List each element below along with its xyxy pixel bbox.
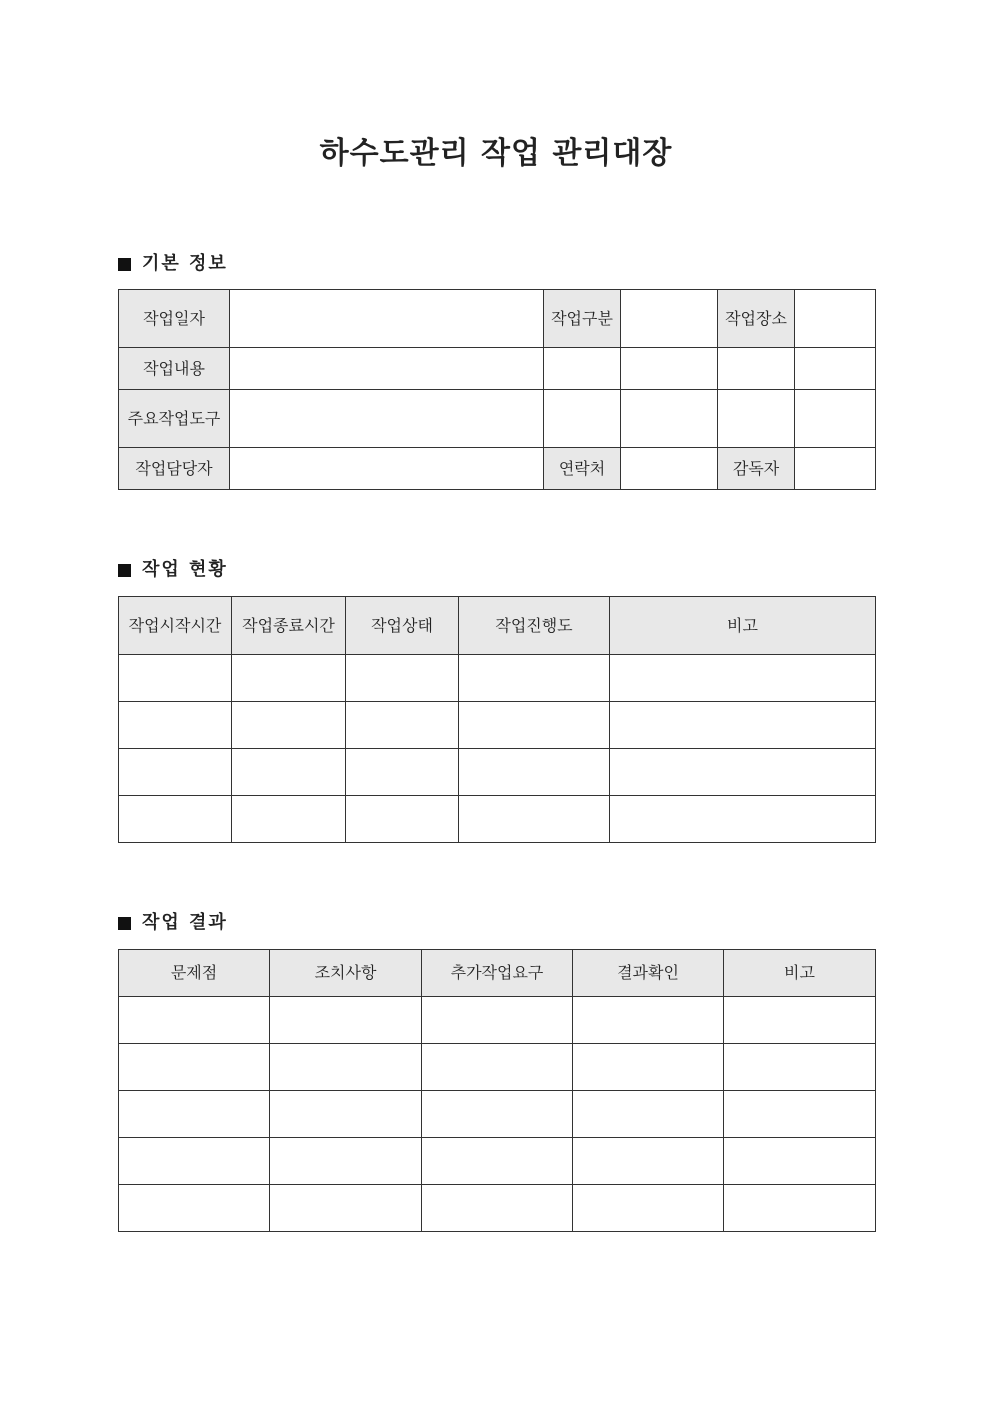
input-cell[interactable] <box>724 1185 876 1232</box>
column-header: 작업시작시간 <box>119 597 232 655</box>
input-cell[interactable] <box>119 1091 270 1138</box>
work-result-table <box>118 949 876 1232</box>
input-cell[interactable] <box>610 702 876 749</box>
input-cell[interactable] <box>346 702 459 749</box>
row-label: 주요작업도구 <box>119 390 230 448</box>
document-title: 하수도관리 작업 관리대장 <box>319 136 673 171</box>
input-cell[interactable] <box>232 655 346 702</box>
table-row <box>119 702 876 749</box>
square-bullet-icon <box>118 917 131 930</box>
input-cell[interactable] <box>621 448 718 490</box>
input-cell[interactable] <box>119 796 232 843</box>
table-header-row <box>119 950 876 997</box>
input-cell[interactable] <box>422 1091 573 1138</box>
column-header: 추가작업요구 <box>422 950 573 997</box>
table-row <box>119 448 876 490</box>
input-cell[interactable] <box>718 390 795 448</box>
row-label: 작업장소 <box>718 290 795 348</box>
input-cell[interactable] <box>270 1138 422 1185</box>
section-heading-label: 작업 현황 <box>142 559 228 580</box>
column-header: 조치사항 <box>270 950 422 997</box>
input-cell[interactable] <box>270 1185 422 1232</box>
row-label: 작업내용 <box>119 348 230 390</box>
input-cell[interactable] <box>621 390 718 448</box>
input-cell[interactable] <box>422 997 573 1044</box>
section-heading-label: 기본 정보 <box>142 253 228 274</box>
input-cell[interactable] <box>573 1044 724 1091</box>
section-heading-label: 작업 결과 <box>142 912 228 933</box>
input-cell[interactable] <box>346 796 459 843</box>
input-cell[interactable] <box>459 749 610 796</box>
input-cell[interactable] <box>232 702 346 749</box>
input-cell[interactable] <box>795 448 876 490</box>
work-status-table <box>118 596 876 843</box>
input-cell[interactable] <box>119 1138 270 1185</box>
row-label: 감독자 <box>718 448 795 490</box>
input-cell[interactable] <box>573 997 724 1044</box>
input-cell[interactable] <box>718 348 795 390</box>
square-bullet-icon <box>118 258 131 271</box>
input-cell[interactable] <box>795 290 876 348</box>
input-cell[interactable] <box>795 390 876 448</box>
column-header: 비고 <box>610 597 876 655</box>
input-cell[interactable] <box>119 749 232 796</box>
square-bullet-icon <box>118 564 131 577</box>
column-header: 작업종료시간 <box>232 597 346 655</box>
table-row <box>119 1044 876 1091</box>
input-cell[interactable] <box>573 1091 724 1138</box>
row-label: 작업일자 <box>119 290 230 348</box>
input-cell[interactable] <box>346 655 459 702</box>
input-cell[interactable] <box>346 749 459 796</box>
table-row <box>119 348 876 390</box>
input-cell[interactable] <box>230 290 544 348</box>
column-header: 작업진행도 <box>459 597 610 655</box>
table-row <box>119 655 876 702</box>
column-header: 결과확인 <box>573 950 724 997</box>
input-cell[interactable] <box>459 702 610 749</box>
input-cell[interactable] <box>270 997 422 1044</box>
input-cell[interactable] <box>621 290 718 348</box>
input-cell[interactable] <box>422 1044 573 1091</box>
column-header: 문제점 <box>119 950 270 997</box>
input-cell[interactable] <box>230 390 544 448</box>
input-cell[interactable] <box>724 1138 876 1185</box>
table-row <box>119 390 876 448</box>
column-header: 작업상태 <box>346 597 459 655</box>
input-cell[interactable] <box>544 348 621 390</box>
table-row <box>119 1138 876 1185</box>
input-cell[interactable] <box>610 796 876 843</box>
input-cell[interactable] <box>230 348 544 390</box>
input-cell[interactable] <box>422 1185 573 1232</box>
input-cell[interactable] <box>119 1185 270 1232</box>
input-cell[interactable] <box>119 702 232 749</box>
table-row <box>119 796 876 843</box>
table-header-row <box>119 597 876 655</box>
table-row <box>119 997 876 1044</box>
input-cell[interactable] <box>724 1044 876 1091</box>
input-cell[interactable] <box>232 749 346 796</box>
input-cell[interactable] <box>119 997 270 1044</box>
input-cell[interactable] <box>795 348 876 390</box>
input-cell[interactable] <box>230 448 544 490</box>
input-cell[interactable] <box>459 796 610 843</box>
section-heading-basic-info <box>118 252 228 276</box>
input-cell[interactable] <box>422 1138 573 1185</box>
row-label: 작업담당자 <box>119 448 230 490</box>
row-label: 연락처 <box>544 448 621 490</box>
input-cell[interactable] <box>610 655 876 702</box>
row-label: 작업구분 <box>544 290 621 348</box>
table-row <box>119 1185 876 1232</box>
section-heading-work-result <box>118 911 228 935</box>
input-cell[interactable] <box>119 1044 270 1091</box>
section-heading-work-status <box>118 558 228 582</box>
input-cell[interactable] <box>573 1138 724 1185</box>
input-cell[interactable] <box>119 655 232 702</box>
input-cell[interactable] <box>459 655 610 702</box>
table-row <box>119 1091 876 1138</box>
input-cell[interactable] <box>610 749 876 796</box>
column-header: 비고 <box>724 950 876 997</box>
input-cell[interactable] <box>724 1091 876 1138</box>
table-row <box>119 290 876 348</box>
table-row <box>119 749 876 796</box>
input-cell[interactable] <box>724 997 876 1044</box>
input-cell[interactable] <box>621 348 718 390</box>
input-cell[interactable] <box>270 1044 422 1091</box>
input-cell[interactable] <box>270 1091 422 1138</box>
input-cell[interactable] <box>544 390 621 448</box>
input-cell[interactable] <box>573 1185 724 1232</box>
basic-info-table <box>118 289 876 490</box>
input-cell[interactable] <box>232 796 346 843</box>
